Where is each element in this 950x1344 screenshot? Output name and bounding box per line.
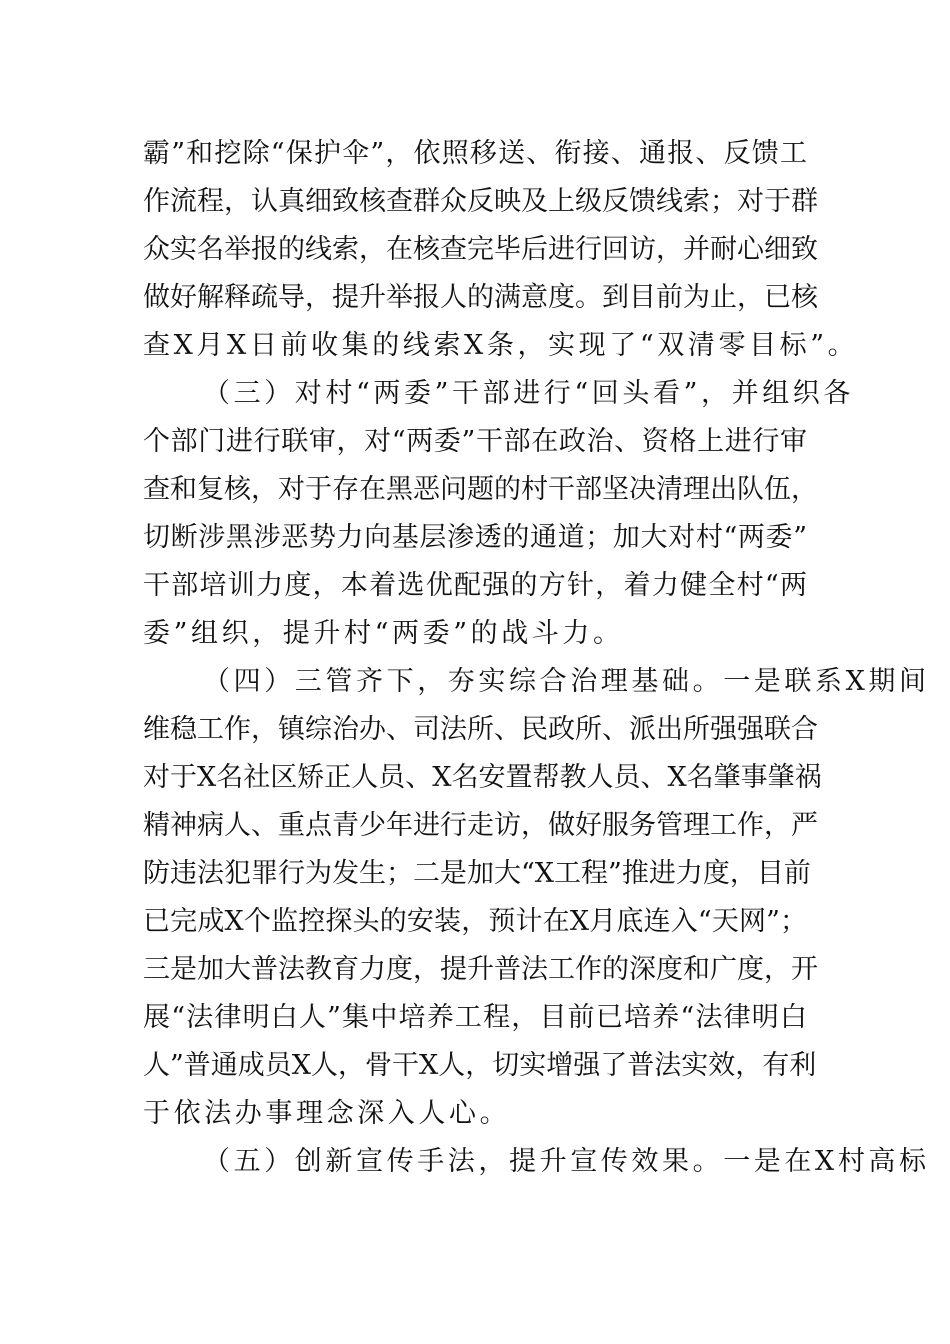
text-line: 维稳工作，镇综治办、司法所、民政所、派出所强强联合 bbox=[143, 714, 818, 745]
text-line: 查和复核，对于存在黑恶问题的村干部坚决清理出队伍， bbox=[143, 474, 818, 505]
text-line: 精神病人、重点青少年进行走访，做好服务管理工作，严 bbox=[143, 810, 818, 841]
paragraph-heading-4: （四）三管齐下，夯实综合治理基础。一是联系X期间 bbox=[203, 666, 930, 697]
text-line: 对于X名社区矫正人员、X名安置帮教人员、X名肇事肇祸 bbox=[143, 762, 822, 793]
text-line: 已完成X个监控探头的安装，预计在X月底连入“天网”； bbox=[143, 906, 807, 937]
body-text bbox=[143, 130, 930, 1186]
text-line: 个部门进行联审，对“两委”干部在政治、资格上进行审 bbox=[143, 426, 807, 457]
text-line: 霸”和挖除“保护伞”，依照移送、衔接、通报、反馈工 bbox=[143, 138, 807, 169]
text-line: 众实名举报的线索，在核查完毕后进行回访，并耐心细致 bbox=[143, 234, 818, 265]
text-line: 防违法犯罪行为发生；二是加大“X工程”推进力度，目前 bbox=[143, 858, 811, 889]
text-line: 展“法律明白人”集中培养工程，目前已培养“法律明白 bbox=[143, 1002, 807, 1033]
text-line-last: 于依法办事理念深入人心。 bbox=[143, 1098, 511, 1129]
text-line: 切断涉黑涉恶势力向基层渗透的通道；加大对村“两委” bbox=[143, 522, 807, 553]
text-line-last: 委”组织，提升村“两委”的战斗力。 bbox=[143, 618, 624, 649]
text-line-last: 查X月X日前收集的线索X条，实现了“双清零目标”。 bbox=[143, 330, 859, 361]
text-line: 干部培训力度，本着选优配强的方针，着力健全村“两 bbox=[143, 570, 807, 601]
text-line: 人”普通成员X人，骨干X人，切实增强了普法实效，有利 bbox=[143, 1050, 817, 1081]
text-line: 三是加大普法教育力度，提升普法工作的深度和广度，开 bbox=[143, 954, 818, 985]
text-line: 做好解释疏导，提升举报人的满意度。到目前为止，已核 bbox=[143, 282, 818, 313]
paragraph-heading-5: （五）创新宣传手法，提升宣传效果。一是在X村高标 bbox=[203, 1146, 930, 1177]
text-line: 作流程，认真细致核查群众反映及上级反馈线索；对于群 bbox=[143, 186, 818, 217]
paragraph-heading-3: （三）对村“两委”干部进行“回头看”，并组织各 bbox=[203, 378, 855, 409]
